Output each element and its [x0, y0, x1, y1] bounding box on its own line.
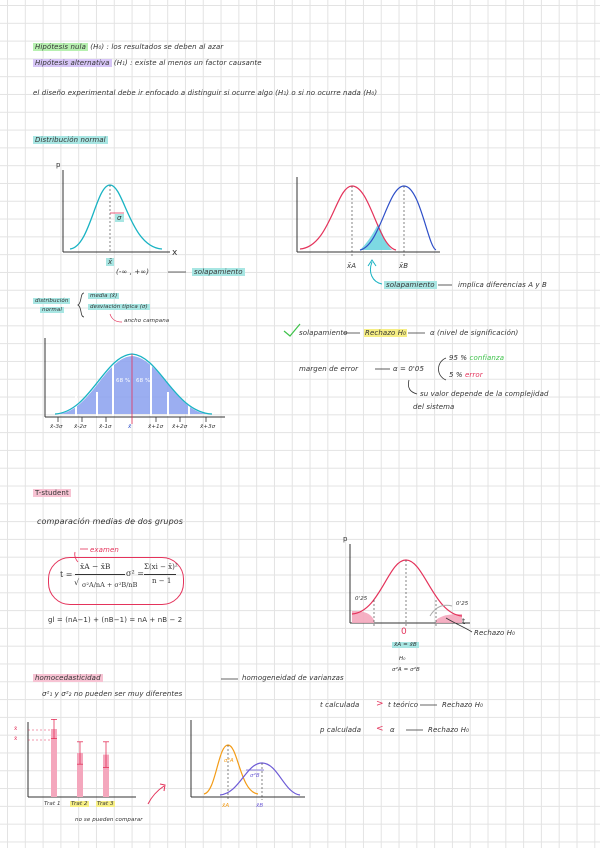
homo-title-rest: homogeneidad de varianzas — [242, 674, 344, 682]
decision-alpha: α (nivel de significación) — [430, 329, 519, 337]
var-numerator: Σ(xi − x̄)² — [144, 563, 178, 571]
null-hypothesis-label: Hipótesis nula — [35, 43, 86, 51]
tstudent-title: T-student — [35, 489, 69, 497]
overlap-label: solapamiento — [386, 281, 435, 289]
t-curve — [352, 560, 462, 616]
bar-note: no se pueden comparar — [75, 817, 143, 823]
t-sqrt-sign: √ — [74, 578, 80, 587]
normal-section-title: Distribución normal — [35, 136, 106, 144]
rule2-a: p calculada — [320, 726, 362, 734]
def-media: media (x̄) — [90, 293, 118, 299]
homo-subtitle: σ²₁ y σ²₂ no pueden ser muy diferentes — [42, 690, 183, 698]
pct-inner-left: 68 % — [116, 378, 131, 384]
def-left-2: normal — [42, 307, 62, 313]
t-zero-label: 0 — [401, 627, 407, 637]
hist-tick-label: x̄-1σ — [99, 424, 112, 430]
hist-tick-label: x̄+1σ — [148, 424, 164, 430]
graph1-sigma-label: σ — [117, 214, 122, 222]
hist-fill — [58, 356, 208, 414]
curve-a-sigma: σ²A — [224, 758, 234, 764]
bar-label: Trat 3 — [97, 801, 114, 807]
decision-note-1: su valor depende de la complejidad — [420, 390, 549, 398]
rule1-c: Rechazo H₀ — [442, 701, 483, 709]
t-tail-left — [352, 611, 374, 623]
graph1-x-label: x — [172, 248, 178, 258]
homo-title-line — [33, 674, 103, 682]
t-center-l2: H₀ — [399, 656, 406, 662]
bar-label: Trat 2 — [71, 801, 88, 807]
null-hypothesis-text: (H₀) : los resultados se deben al azar — [90, 43, 224, 51]
tail-left-label: 0'25 — [355, 596, 368, 602]
t-lhs: t = — [60, 570, 73, 579]
confidence-line: 95 % confianza — [449, 354, 505, 362]
curve-b — [360, 186, 436, 250]
alt-hypothesis-text: (H₁) : existe al menos un factor causante — [113, 59, 262, 67]
homo-title: homocedasticidad — [35, 674, 101, 682]
t-reject-label: Rechazo H₀ — [474, 629, 515, 637]
def-desv: desviación típica (σ) — [90, 304, 148, 310]
bar — [51, 729, 57, 797]
normal-curve-graph — [63, 170, 170, 252]
t-center-l3: σ²A = σ²B — [392, 667, 420, 673]
error-line: 5 % error — [449, 371, 483, 379]
t-distribution-graph — [350, 544, 472, 632]
experiment-text: el diseño experimental debe ir enfocado a distinguir si ocurre algo (H₁) o si no ocurre nada (H₀) — [33, 89, 378, 97]
range-text: (-∞ , +∞) — [116, 268, 150, 276]
t-graph-t-label: t — [462, 617, 466, 626]
pct-inner-right: 68 % — [136, 378, 151, 384]
decision-note-2: del sistema — [413, 403, 455, 411]
hist-tick-label: x̄-3σ — [50, 424, 63, 430]
hist-tick-label: x̄-2σ — [74, 424, 87, 430]
rule2-c: Rechazo H₀ — [428, 726, 469, 734]
tail-right-label: 0'25 — [456, 601, 469, 607]
hist-tick-label: x̄+3σ — [200, 424, 216, 430]
gl-formula: gl = (nA−1) + (nB−1) = nA + nB − 2 — [48, 616, 183, 624]
range-arrow-label: solapamiento — [194, 268, 243, 276]
xb-label: x̄B — [399, 262, 409, 270]
var-denominator: n − 1 — [152, 577, 172, 585]
alt-hypothesis-label: Hipótesis alternativa — [35, 59, 110, 67]
tstudent-subtitle: comparación medias de dos grupos — [37, 517, 184, 526]
rule1-gt: > — [376, 699, 384, 709]
def-desv-note: ancho campana — [124, 318, 170, 324]
var-fraction-bar — [144, 574, 176, 575]
bar-ylabel-2: x̄ — [14, 736, 18, 742]
t-numerator: x̄A − x̄B — [80, 562, 111, 571]
curve-b-sigma: σ²B — [250, 773, 260, 779]
overlap-graph — [297, 177, 452, 285]
t-fraction-bar — [75, 574, 125, 575]
exam-label: examen — [90, 546, 119, 554]
decision-overlap: solapamiento — [299, 329, 348, 337]
histogram-graph — [45, 338, 225, 424]
curve-a-label: x̄A — [222, 803, 230, 809]
bar-chart — [28, 719, 165, 804]
curve-b-label: x̄B — [256, 803, 264, 809]
xa-label: x̄A — [347, 262, 357, 270]
t-center-l1: x̄A = x̄B — [394, 642, 417, 648]
rule1-a: t calculada — [320, 701, 360, 709]
rule2-b: α — [390, 726, 395, 734]
bar-ylabel-1: x̄ — [14, 726, 18, 732]
curve-b-purple — [220, 763, 300, 795]
graph1-mean-label: x̄ — [108, 258, 113, 266]
bar-label: Trat 1 — [44, 801, 61, 807]
overlap-area — [360, 224, 392, 250]
decision-reject: Rechazo H₀ — [365, 329, 406, 337]
rule1-b: t teórico — [388, 701, 419, 709]
var-lhs: σ² = — [126, 569, 144, 578]
overlap-result: implica diferencias A y B — [458, 281, 547, 289]
decision-alpha-value: α = 0'05 — [393, 365, 425, 373]
t-graph-p-label: p — [343, 535, 348, 543]
t-denominator: σ²A/nA + σ²B/nB — [82, 581, 138, 589]
rule2-lt: < — [376, 724, 384, 734]
definition-brace — [78, 293, 84, 317]
hist-tick-label: x̄+2σ — [172, 424, 188, 430]
variance-graph — [191, 720, 305, 800]
decision-margin: margen de error — [299, 365, 359, 373]
graph1-p-label: p — [56, 161, 61, 169]
def-left-1: distribución — [35, 298, 69, 304]
hist-tick-label: x̄ — [128, 424, 132, 430]
